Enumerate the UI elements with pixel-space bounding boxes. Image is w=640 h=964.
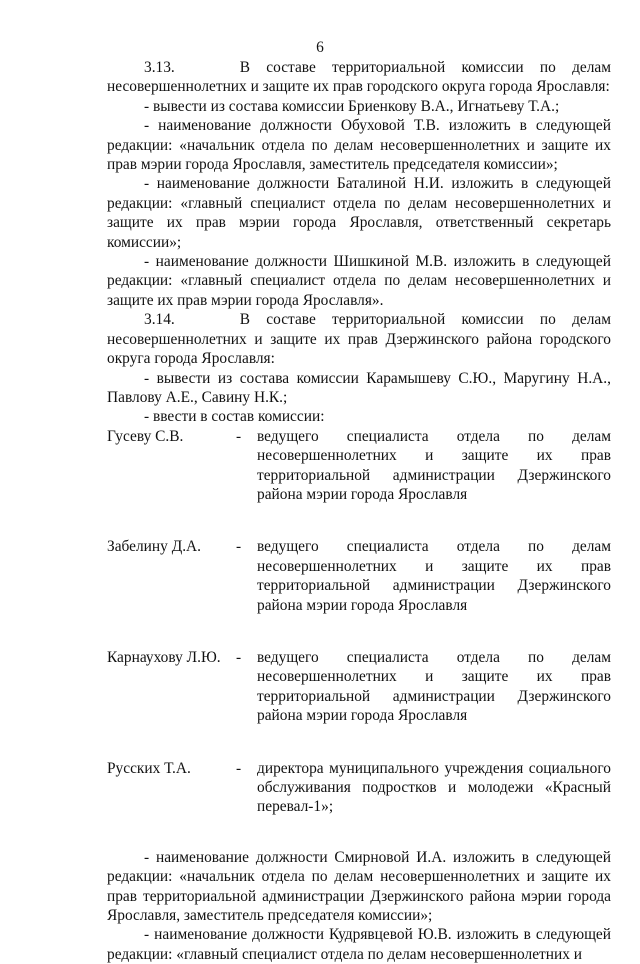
member-row: [107, 648, 611, 726]
member-position: директора муниципального учреждения социального обслуживания подростков и молодежи «Красный перевал-1»;: [257, 759, 611, 816]
member-position: ведущего специалиста отдела по делам несовершеннолетних и защите их прав территориальной администрации Дзержинского района мэрии города Ярославля: [257, 538, 611, 614]
paragraph-smirnova: - наименование должности Смирновой И.А. изложить в следующей редакции: «начальник отдела по делам несовершеннолетних и защите их прав территориальной администрации Дзержинского района мэрии города Ярославля, заместитель председателя комиссии»;: [107, 848, 611, 925]
member-name: Карнаухову Л.Ю.: [107, 648, 221, 666]
member-dash: -: [236, 538, 242, 556]
paragraph-remove-members-city: - вывести из состава комиссии Бриенкову В.А., Игнатьеву Т.А.;: [144, 97, 560, 115]
member-dash: -: [236, 648, 242, 666]
member-dash: -: [236, 427, 242, 445]
paragraph-kudryavtseva: - наименование должности Кудрявцевой Ю.В. изложить в следующей редакции: «главный специалист отдела по делам несовершеннолетних и: [107, 926, 611, 963]
member-name: Забелину Д.А.: [107, 538, 202, 556]
member-name: Гусеву С.В.: [107, 427, 184, 445]
member-position: ведущего специалиста отдела по делам несовершеннолетних и защите их прав территориальной администрации Дзержинского района мэрии города Ярославля: [257, 648, 611, 725]
member-position: ведущего специалиста отдела по делам несовершеннолетних и защите их прав территориальной администрации Дзержинского района мэрии города Ярославля: [257, 427, 611, 503]
document-body: [107, 58, 611, 964]
member-row: [107, 427, 611, 505]
members-list: [107, 427, 611, 817]
paragraph-shishkina: - наименование должности Шишкиной М.В. изложить в следующей редакции: «главный специалист отдела по делам несовершеннолетних и защите их прав мэрии города Ярославля».: [107, 253, 611, 309]
paragraph-add-members: - ввести в состав комиссии:: [144, 408, 325, 426]
paragraph-remove-members-district: - вывести из состава комиссии Карамышеву С.Ю., Маругину Н.А., Павлову А.Е., Савину Н.К.;: [107, 369, 611, 406]
paragraph-3-14: 3.14. В составе территориальной комиссии по делам несовершеннолетних и защите их прав Дзержинского района городского округа города Ярославля:: [107, 311, 611, 368]
member-row: [107, 537, 611, 615]
member-row: [107, 759, 611, 817]
paragraph-obukhova: - наименование должности Обуховой Т.В. изложить в следующей редакции: «начальник отдела по делам несовершеннолетних и защите их прав мэрии города Ярославля, заместитель председателя комиссии»;: [107, 117, 611, 174]
paragraph-batalina: - наименование должности Баталиной Н.И. изложить в следующей редакции: «главный специалист отдела по делам несовершеннолетних и защите их прав мэрии города Ярославля, ответственный секретарь комиссии»;: [107, 175, 611, 251]
member-name: Русских Т.А.: [107, 759, 191, 777]
member-dash: -: [236, 759, 242, 777]
page-number: 6: [316, 39, 324, 56]
paragraph-3-13: 3.13. В составе территориальной комиссии по делам несовершеннолетних и защите их прав городского округа города Ярославля:: [107, 59, 611, 96]
